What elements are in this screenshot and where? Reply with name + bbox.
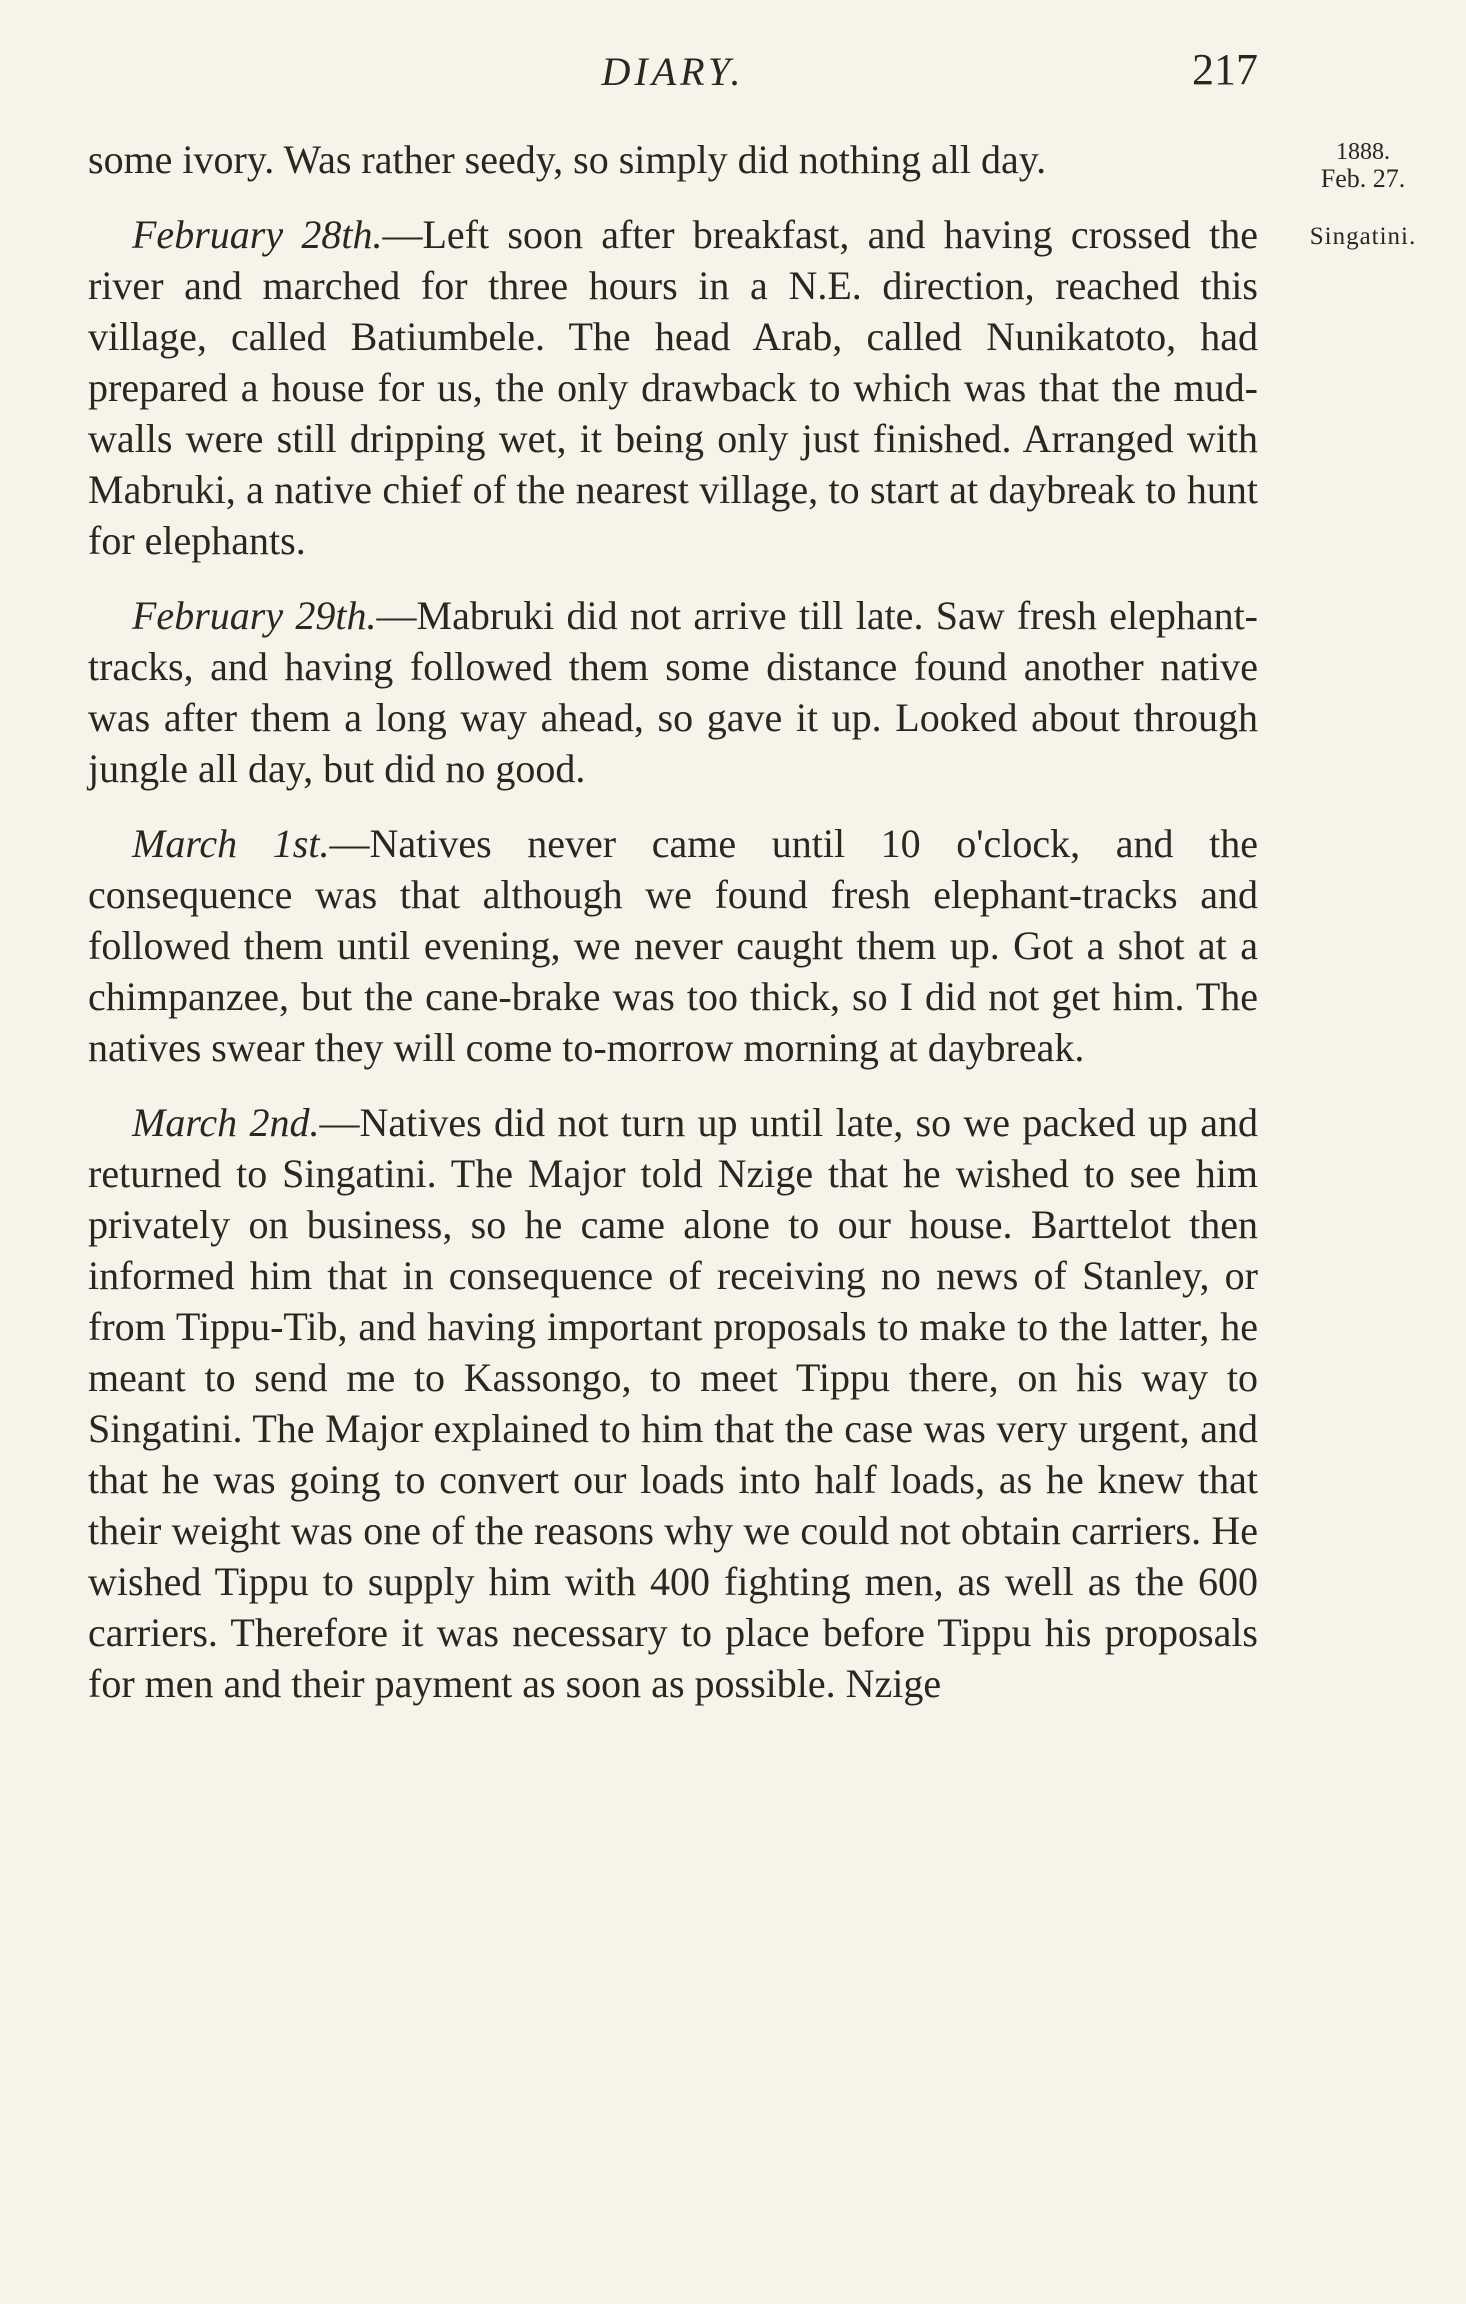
paragraph-text: some ivory. Was rather seedy, so simply did nothing all day.	[88, 137, 1047, 182]
margin-notes	[1278, 138, 1448, 252]
diary-entry-feb-29	[88, 590, 1258, 794]
paragraph-continuation	[88, 134, 1258, 185]
entry-date: March 2nd.	[132, 1100, 320, 1145]
running-head	[88, 40, 1258, 100]
entry-date: February 28th.	[132, 212, 383, 257]
margin-date: Feb. 27.	[1320, 163, 1406, 193]
page-number: 217	[1192, 45, 1258, 94]
entry-text: —Mabruki did not arrive till late. Saw fresh elephant-tracks, and having followed them some distance found another native was after them a long way ahead, so gave it up. Looked about through jungle all day, but did no good.	[88, 593, 1259, 791]
entry-date: March 1st.	[132, 821, 330, 866]
entry-date: February 29th.	[132, 593, 377, 638]
running-title: DIARY.	[601, 49, 745, 94]
diary-entry-feb-28	[88, 209, 1258, 566]
entry-text: —Natives did not turn up until late, so we packed up and returned to Singatini. The Major told Nzige that he wished to see him privately on business, so he came alone to our house. Barttelot then informed him that in consequence of receiving no news of Stanley, or from Tippu-Tib, and having important proposals to make to the latter, he meant to send me to Kassongo, to meet Tippu there, on his way to Singatini. The Major explained to him that the case was very urgent, and that he was going to convert our loads into half loads, as he knew that their weight was one of the reasons why we could not obtain carriers. He wished Tippu to supply him with 400 fighting men, as well as the 600 carriers. Therefore it was necessary to place before Tippu his proposals for men and their payment as soon as possible. Nzige	[88, 1100, 1258, 1706]
margin-year: 1888.	[1336, 139, 1390, 165]
diary-entry-mar-1	[88, 818, 1258, 1073]
entry-text: —Left soon after breakfast, and having crossed the river and marched for three hours in a N.E. direction, reached this village, called Batiumbele. The head Arab, called Nunikatoto, had prepared a house for us, the only drawback to which was that the mud-walls were still dripping wet, it being only just finished. Arranged with Mabruki, a native chief of the nearest village, to start at daybreak to hunt for elephants.	[88, 212, 1259, 563]
diary-body	[88, 134, 1258, 1709]
entry-text: —Natives never came until 10 o'clock, and the consequence was that although we found fresh elephant-tracks and followed them until evening, we never caught them up. Got a shot at a chimpanzee, but the cane-brake was too thick, so I did not get him. The natives swear they will come to-morrow morning at daybreak.	[88, 821, 1258, 1070]
margin-place: Singatini.	[1309, 222, 1417, 250]
diary-entry-mar-2	[88, 1097, 1258, 1709]
